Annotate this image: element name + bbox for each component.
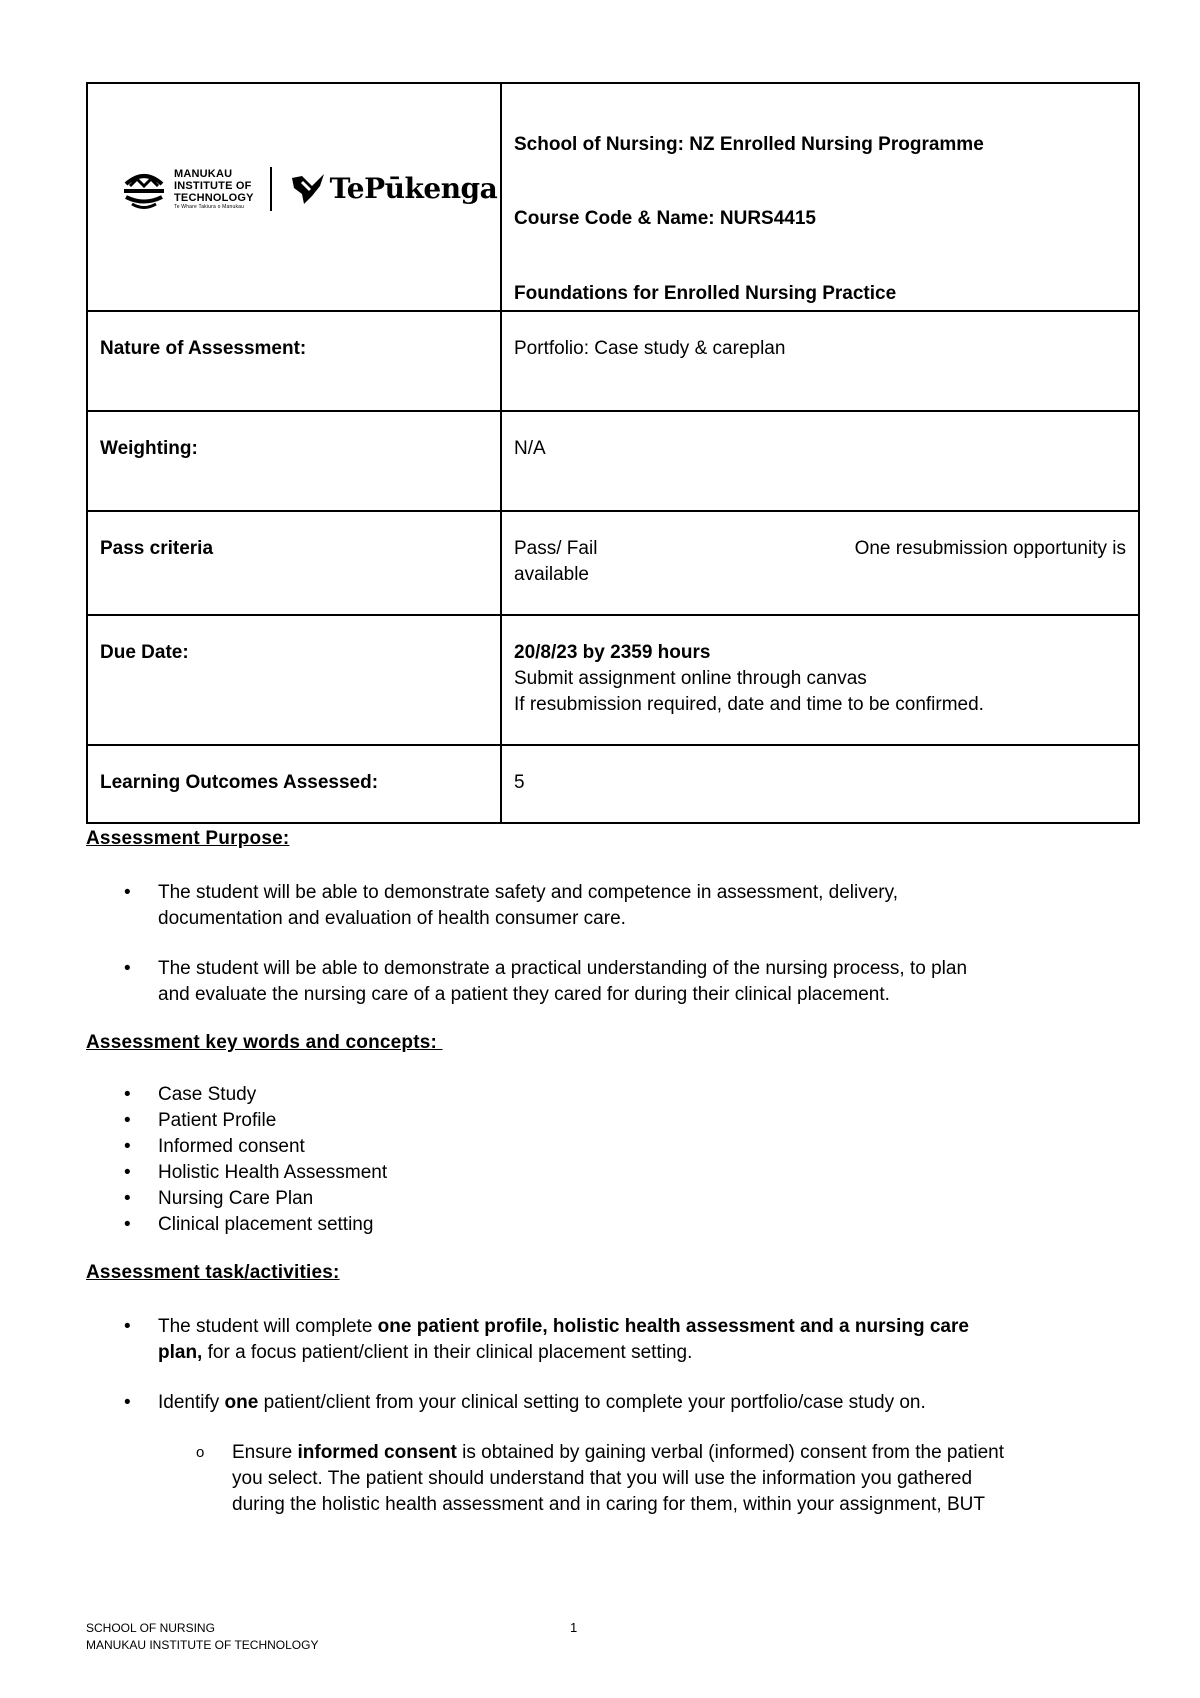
mit-logo-subline: Te Whare Takiura o Manukau [174,203,245,210]
mit-logo-line: INSTITUTE OF [174,179,252,192]
pass-criteria-label: Pass criteria [87,511,501,615]
task-text-bold: one [224,1392,259,1413]
pass-fail-text: Pass/ Fail [514,538,598,559]
pass-criteria-value [501,511,1139,615]
task-text: The student will complete [158,1316,378,1337]
school-line: School of Nursing: NZ Enrolled Nursing Programme [514,134,984,155]
list-item-text: Case Study [158,1084,257,1105]
list-item-text: The student will be able to demonstrate safety and competence in assessment, delivery, [158,882,898,903]
footer-institution: MANUKAU INSTITUTE OF TECHNOLOGY [86,1638,319,1652]
logo-cell [87,83,501,311]
bullet-icon: • [124,1110,131,1131]
list-item-text: Patient Profile [158,1110,277,1131]
bullet-icon: • [124,1316,131,1337]
learning-outcomes-label: Learning Outcomes Assessed: [87,745,501,823]
list-item-text: Nursing Care Plan [158,1188,314,1209]
bullet-icon: • [124,882,131,903]
list-item [86,1390,1146,1416]
course-title-line: Foundations for Enrolled Nursing Practice [514,283,897,304]
bullet-icon: • [124,1392,131,1413]
sub-list-item [86,1440,1146,1518]
list-item [86,956,1146,1008]
bullet-icon: • [124,1136,131,1157]
task-text: Ensure [232,1442,298,1463]
mit-logo-line: MANUKAU [174,167,233,180]
due-date-line2: Submit assignment online through canvas [514,668,867,689]
purpose-heading: Assessment Purpose: [86,828,290,849]
mit-emblem-icon [120,166,168,212]
list-item-text: Holistic Health Assessment [158,1162,388,1183]
list-item-text: and evaluate the nursing care of a patient they cared for during their clinical placement. [158,984,890,1005]
resubmission-text: One resubmission opportunity is [854,538,1126,559]
tasks-list [86,1314,1146,1416]
purpose-list [86,880,1146,1008]
learning-outcomes-value: 5 [501,745,1139,823]
bullet-icon: • [124,1084,131,1105]
page-footer [86,1620,318,1654]
task-text-bold: informed consent [297,1442,457,1463]
keywords-heading: Assessment key words and concepts: [86,1032,443,1053]
list-item [86,1082,1146,1108]
weighting-label: Weighting: [87,411,501,511]
keywords-list [86,1082,1146,1238]
tepukenga-mark-icon [290,172,326,206]
due-date-value [501,615,1139,745]
due-date-line3: If resubmission required, date and time to be confirmed. [514,694,984,715]
nature-value: Portfolio: Case study & careplan [501,311,1139,411]
bullet-icon: • [124,1162,131,1183]
list-item-text: Clinical placement setting [158,1214,374,1235]
list-item [86,1160,1146,1186]
page-number: 1 [570,1620,578,1635]
list-item [86,1186,1146,1212]
task-text: during the holistic health assessment and in caring for them, within your assignment, BUT [232,1494,985,1515]
bullet-icon: • [124,1214,131,1235]
tasks-heading: Assessment task/activities: [86,1262,340,1283]
bullet-icon: • [124,958,131,979]
mit-logo-line: TECHNOLOGY [174,191,254,204]
tepukenga-wordmark: TePūkenga [329,172,498,205]
weighting-value: N/A [501,411,1139,511]
task-text: for a focus patient/client in their clinical placement setting. [202,1342,693,1363]
mit-logo [120,166,254,212]
task-text: you select. The patient should understand that you will use the information you gathered [232,1468,973,1489]
due-date-label: Due Date: [87,615,501,745]
resubmission-text-cont: available [514,564,589,585]
nature-label: Nature of Assessment: [87,311,501,411]
list-item [86,1314,1146,1366]
tepukenga-logo [290,172,498,206]
due-date-bold: 20/8/23 by 2359 hours [514,642,711,663]
circle-bullet-icon: o [196,1444,205,1461]
programme-header-cell [501,83,1139,311]
list-item [86,880,1146,932]
logo-divider [270,167,272,211]
task-text-bold: plan, [158,1342,203,1363]
tasks-sublist [86,1440,1146,1518]
list-item [86,1212,1146,1238]
task-text-bold: one patient profile, holistic health assessment and a nursing care [377,1316,969,1337]
task-text: Identify [158,1392,225,1413]
bullet-icon: • [124,1188,131,1209]
course-code-line: Course Code & Name: NURS4415 [514,208,816,229]
assessment-info-table [86,82,1140,824]
list-item [86,1108,1146,1134]
task-text: patient/client from your clinical setting to complete your portfolio/case study on. [258,1392,926,1413]
list-item-text: The student will be able to demonstrate a practical understanding of the nursing process, to plan [158,958,968,979]
list-item [86,1134,1146,1160]
footer-school: SCHOOL OF NURSING [86,1621,215,1635]
institution-logos [120,166,497,212]
list-item-text: documentation and evaluation of health consumer care. [158,908,626,929]
list-item-text: Informed consent [158,1136,305,1157]
task-text: is obtained by gaining verbal (informed) consent from the patient [456,1442,1004,1463]
